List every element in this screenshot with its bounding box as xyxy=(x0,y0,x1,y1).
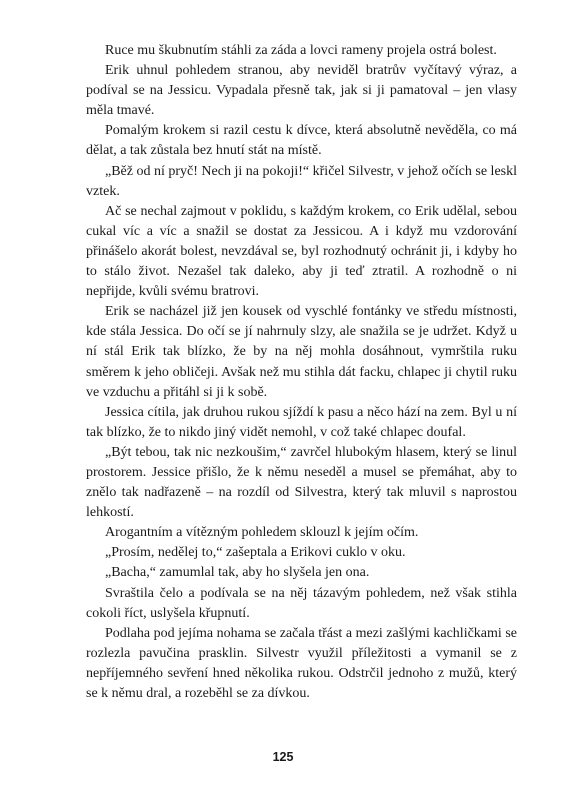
paragraph: „Prosím, nedělej to,“ zašeptala a Erikovi cuklo v oku. xyxy=(105,545,406,561)
paragraph: „Běž od ní pryč! Nech ji na pokoji!“ křičel Silvestr, v jehož očích se leskl vztek. xyxy=(86,163,517,199)
paragraph: Podlaha pod jejíma nohama se začala třást a mezi zašlými kachličkami se rozlezla pavučina prasklin. Silvestr využil příležitosti a vymanil se z nepříjemného sevření hned několika rukou. Odstrčil jednoho z mužů, který se k němu dral, a rozeběhl se za dívkou. xyxy=(86,625,517,701)
body-text xyxy=(86,41,517,704)
paragraph: Arogantním a vítězným pohledem sklouzl k jejím očím. xyxy=(105,525,419,541)
paragraph: „Být tebou, tak nic nezkoušim,“ zavrčel hlubokým hlasem, který se linul prostorem. Jessice přišlo, že k němu neseděl a musel se přemáhat, aby to znělo tak nadřazeně – na rozdíl od Silvestra, který tak mluvil s naprostou lehkostí. xyxy=(86,444,517,521)
paragraph: Jessica cítila, jak druhou rukou sjíždí k pasu a něco hází na zem. Byl u ní tak blízko, že to nikdo jiný vidět nemohl, v což také chlapec doufal. xyxy=(86,404,517,440)
paragraph: Erik uhnul pohledem stranou, aby neviděl bratrův vyčítavý výraz, a podíval se na Jessicu. Vypadala přesně tak, jak si ji pamatoval – jen vlasy měla tmavé. xyxy=(86,63,517,119)
paragraph: „Bacha,“ zamumlal tak, aby ho slyšela jen ona. xyxy=(105,565,370,581)
page-number: 125 xyxy=(272,750,294,764)
paragraph: Erik se nacházel již jen kousek od vyschlé fontánky ve středu místnosti, kde stála Jessica. Do očí se jí nahrnuly slzy, ale snažila se je udržet. Když u ní stál Erik tak blízko, že by na něj mohla dosáhnout, vymrštila ruku směrem k jeho obličeji. Avšak než mu stihla dát facku, chlapec ji chytil ruku ve vzduchu a přitáhl si ji k sobě. xyxy=(86,304,517,400)
paragraph: Pomalým krokem si razil cestu k dívce, která absolutně nevěděla, co má dělat, a tak zůstala bez hnutí stát na místě. xyxy=(86,123,517,159)
paragraph: Ruce mu škubnutím stáhli za záda a lovci rameny projela ostrá bolest. xyxy=(105,43,497,58)
paragraph: Ač se nechal zajmout v poklidu, s každým krokem, co Erik udělal, sebou cukal víc a víc a snažil se dostat za Jessicou. A i když mu vzdorování přinášelo akorát bolest, nevzdával se, byl rozhodnutý ochránit ji, i kdyby ho to stálo život. Nezašel tak daleko, aby ji teď ztratil. A rozhodně o ni nepřijde, kvůli svému bratrovi. xyxy=(86,203,517,300)
paragraph: Svraštila čelo a podívala se na něj tázavým pohledem, než však stihla cokoli říct, uslyšela křupnutí. xyxy=(86,585,517,621)
